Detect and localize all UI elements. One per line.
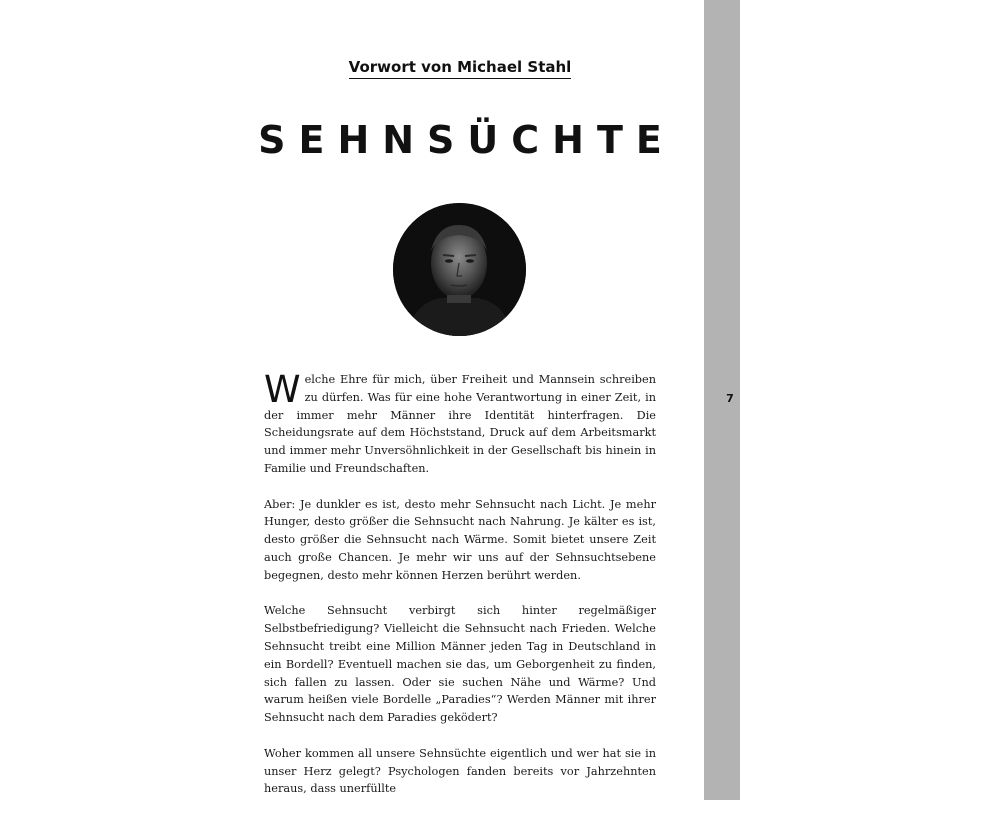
paragraph: Aber: Je dunkler es ist, desto mehr Sehnsucht nach Licht. Je mehr Hunger, desto größer die Sehnsucht nach Nahrung. Je kälter es ist, desto größer die Sehnsucht nach Wärme. Somit bietet unsere Zeit auch große Chancen. Je mehr wir uns auf der Sehnsuchtsebene begegnen, desto mehr können Herzen berührt werden. (264, 497, 656, 582)
body-text (264, 368, 656, 816)
kicker-text: Vorwort von Michael Stahl (349, 58, 572, 79)
paragraph: Woher kommen all unsere Sehnsüchte eigentlich und wer hat sie in unser Herz gelegt? Psychologen fanden bereits vor Jahrzehnten heraus, dass unerfüllte (264, 746, 656, 796)
page-number: 7 (726, 392, 734, 405)
paragraph: Welche Sehnsucht verbirgt sich hinter regelmäßiger Selbstbefriedigung? Vielleicht die Sehnsucht nach Frieden. Welche Sehnsucht treibt eine Million Männer jeden Tag in Deutschland in ein Bordell? Eventuell machen sie das, um Geborgenheit zu finden, sich fallen zu lassen. Oder sie suchen Nähe und Wärme? Und warum heißen viele Bordelle „Paradies“? Werden Männer mit ihrer Sehnsucht nach dem Paradies geködert? (264, 604, 656, 725)
paragraph-text: elche Ehre für mich, über Freiheit und Mannsein schreiben zu dürfen. Was für eine hohe Verantwortung in einer Zeit, in der immer mehr Männer ihre Identität hinterfragen. Die Scheidungsrate auf dem Höchststand, Druck auf dem Arbeitsmarkt und immer mehr Unversöhnlichkeit in der Gesellschaft bis hinein in Familie und Freundschaften. (264, 373, 656, 475)
drop-cap: W (264, 368, 301, 411)
portrait-image (393, 203, 526, 336)
chapter-kicker (0, 58, 920, 79)
author-portrait (393, 203, 526, 336)
paragraph (264, 368, 656, 478)
chapter-title: SEHNSÜCHTE (258, 118, 675, 162)
